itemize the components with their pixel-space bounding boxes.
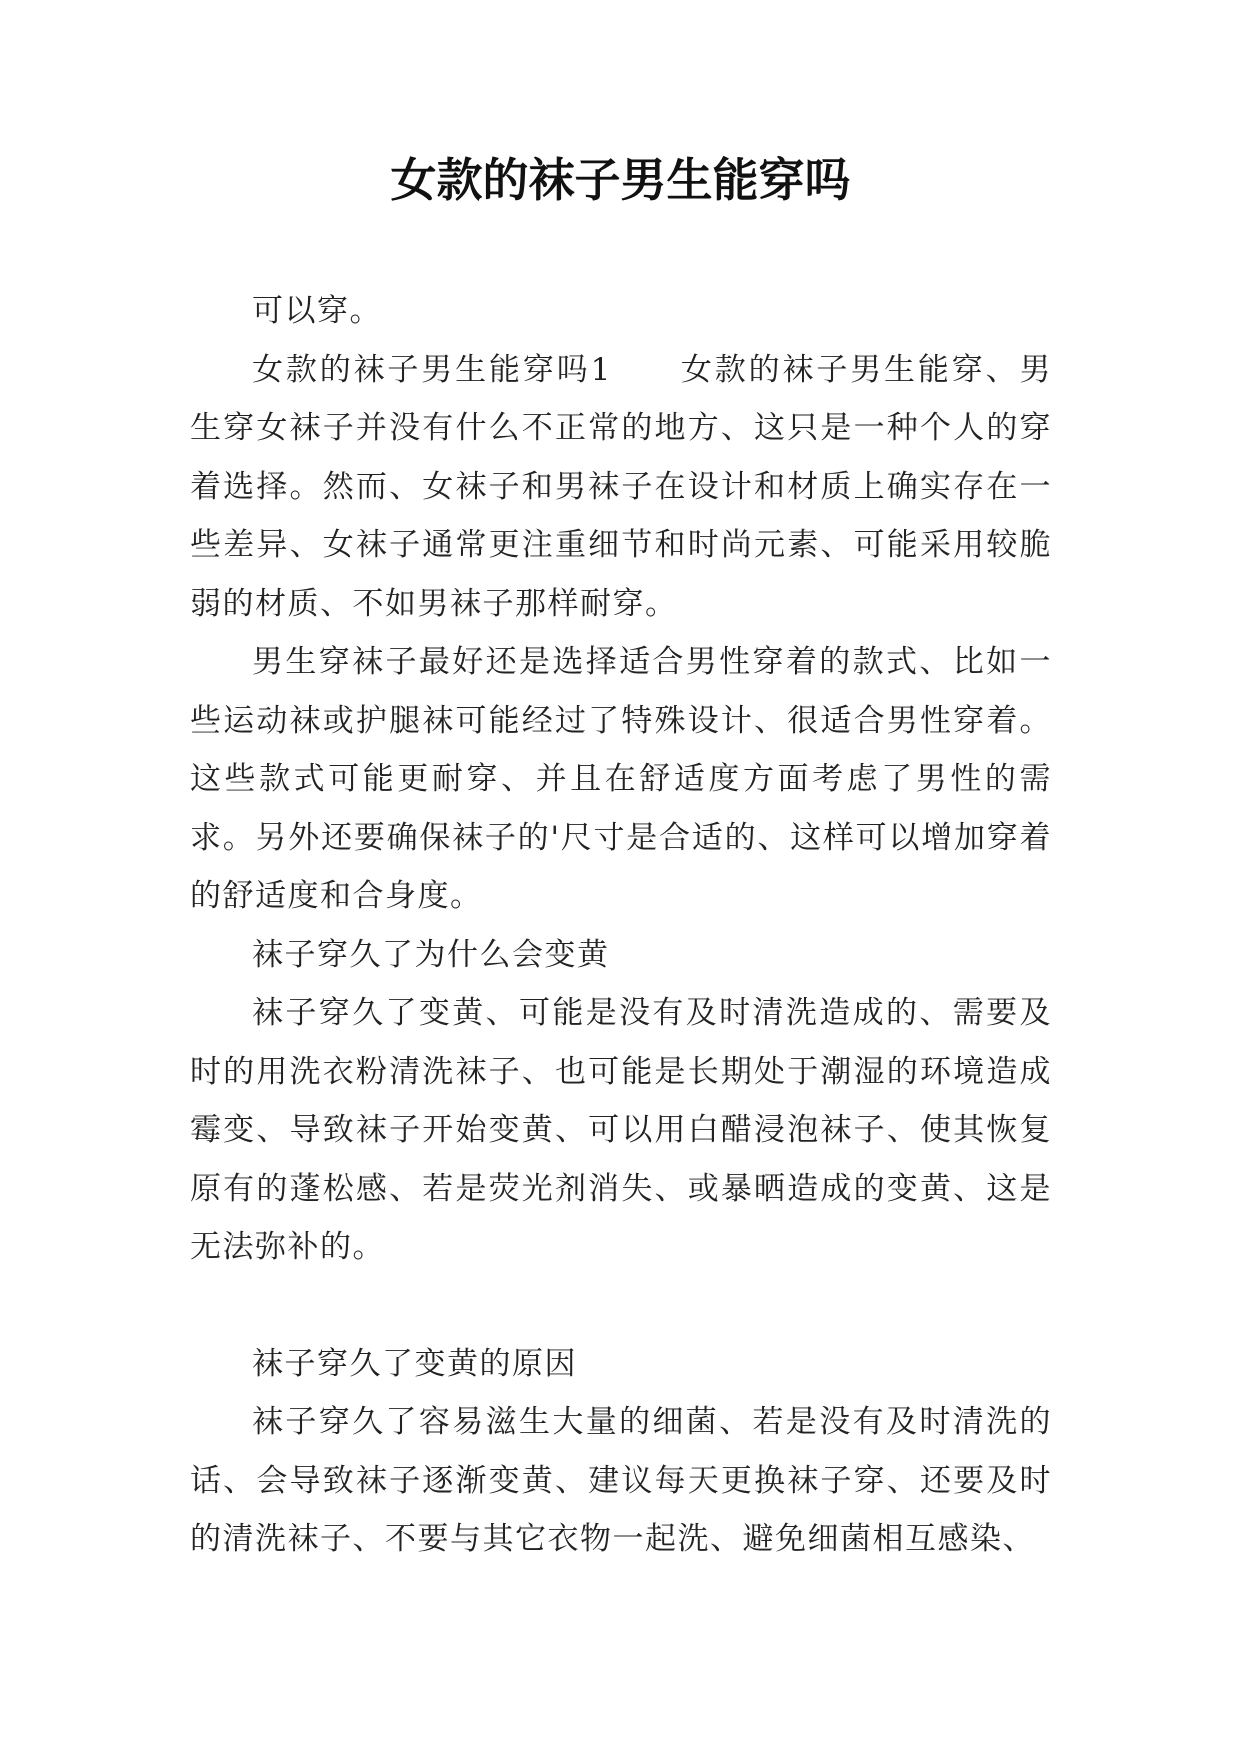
paragraph-advice: 男生穿袜子最好还是选择适合男性穿着的款式、比如一些运动袜或护腿袜可能经过了特殊设计、很适合男性穿着。这些款式可能更耐穿、并且在舒适度方面考虑了男性的需求。另外还要确保袜子的'尺寸是合适的、这样可以增加穿着的舒适度和合身度。 (190, 644, 1052, 914)
subheading-yellow-reasons: 袜子穿久了变黄的原因 (252, 1345, 577, 1382)
paragraph-why-yellow: 袜子穿久了变黄、可能是没有及时清洗造成的、需要及时的用洗衣粉清洗袜子、也可能是长期处于潮湿的环境造成霉变、导致袜子开始变黄、可以用白醋浸泡袜子、使其恢复原有的蓬松感、若是荧光剂消失、或暴晒造成的变黄、这是无法弥补的。 (190, 995, 1052, 1265)
paragraph-yellow-reasons: 袜子穿久了容易滋生大量的细菌、若是没有及时清洗的话、会导致袜子逐渐变黄、建议每天更换袜子穿、还要及时的清洗袜子、不要与其它衣物一起洗、避免细菌相互感染、 (190, 1404, 1052, 1557)
paragraph-answer: 可以穿。 (252, 293, 382, 329)
paragraph-section-1: 女款的袜子男生能穿吗1 女款的袜子男生能穿、男生穿女袜子并没有什么不正常的地方、这只是一种个人的穿着选择。然而、女袜子和男袜子在设计和材质上确实存在一些差异、女袜子通常更注重细节和时尚元素、可能采用较脆弱的材质、不如男袜子那样耐穿。 (190, 351, 1052, 622)
subheading-why-yellow: 袜子穿久了为什么会变黄 (252, 936, 610, 973)
document-body (190, 282, 1052, 1569)
page-title: 女款的袜子男生能穿吗 (390, 153, 851, 207)
